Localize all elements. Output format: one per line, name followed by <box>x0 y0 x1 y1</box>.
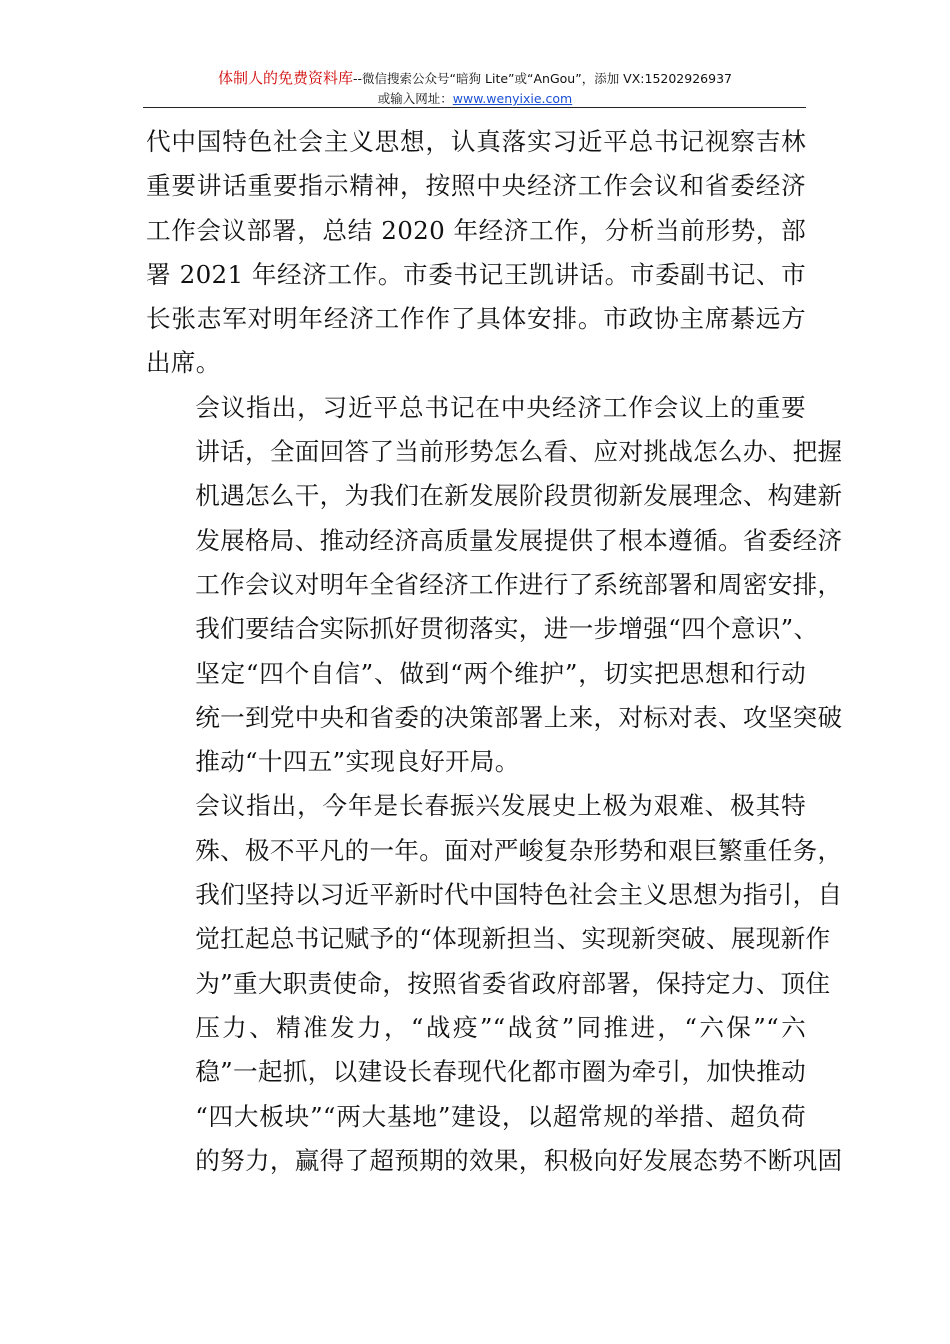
header-divider <box>143 107 806 108</box>
paragraph-3 <box>146 784 843 1183</box>
text-line: 的努力，赢得了超预期的效果，积极向好发展态势不断巩固 <box>195 1145 843 1175</box>
text-line: 出席。 <box>146 348 221 378</box>
header-url-line <box>0 89 950 109</box>
text-line: 殊、极不平凡的一年。面对严峻复杂形势和艰巨繁重任务， <box>195 835 843 865</box>
text-line: 重要讲话重要指示精神，按照中央经济工作会议和省委经济 <box>146 171 806 201</box>
text-line: 推动“十四五”实现良好开局。 <box>195 747 520 777</box>
page-header <box>0 68 950 109</box>
text-line: 我们坚持以习近平新时代中国特色社会主义思想为指引，自 <box>195 880 843 910</box>
paragraph-1 <box>146 120 806 386</box>
text-line: 统一到党中央和省委的决策部署上来，对标对表、攻坚突破 <box>195 702 843 732</box>
text-line: 发展格局、推动经济高质量发展提供了根本遵循。省委经济 <box>195 525 843 555</box>
text-line: 压力、精准发力，“战疫”“战贫”同推进，“六保”“六 <box>195 1012 806 1042</box>
text-line: 为”重大职责使命，按照省委省政府部署，保持定力、顶住 <box>195 968 831 998</box>
text-line: 代中国特色社会主义思想，认真落实习近平总书记视察吉林 <box>146 127 806 156</box>
text-line: “四大板块”“两大基地”建设，以超常规的举措、超负荷 <box>195 1101 806 1131</box>
paragraph-2 <box>146 386 843 785</box>
website-link[interactable]: www.wenyixie.com <box>452 91 573 106</box>
text-line: 讲话，全面回答了当前形势怎么看、应对挑战怎么办、把握 <box>195 437 843 467</box>
text-line: 觉扛起总书记赋予的“体现新担当、实现新突破、展现新作 <box>195 924 831 954</box>
brand-title: 体制人的免费资料库 <box>218 69 354 87</box>
header-notice-line <box>0 68 950 89</box>
text-line: 工作会议部署，总结 2020 年经济工作，分析当前形势，部 <box>146 215 806 245</box>
text-line: 我们要结合实际抓好贯彻落实，进一步增强“四个意识”、 <box>195 614 819 644</box>
document-body <box>146 120 843 1183</box>
text-line: 机遇怎么干，为我们在新发展阶段贯彻新发展理念、构建新 <box>195 481 843 511</box>
text-line: 署 2021 年经济工作。市委书记王凯讲话。市委副书记、市 <box>146 259 806 289</box>
text-line: 坚定“四个自信”、做到“两个维护”，切实把思想和行动 <box>195 658 806 688</box>
text-line: 会议指出，习近平总书记在中央经济工作会议上的重要 <box>195 392 806 422</box>
text-line: 工作会议对明年全省经济工作进行了系统部署和周密安排， <box>195 569 843 599</box>
url-prefix: 或输入网址： <box>377 91 453 106</box>
text-line: 长张志军对明年经济工作作了具体安排。市政协主席綦远方 <box>146 304 806 334</box>
text-line: 会议指出，今年是长春振兴发展史上极为艰难、极其特 <box>195 791 806 821</box>
text-line: 稳”一起抓，以建设长春现代化都市圈为牵引，加快推动 <box>195 1057 806 1087</box>
header-notice: --微信搜索公众号“暗狗 Lite”或“AnGou”，添加 VX:15202926937 <box>353 71 732 86</box>
